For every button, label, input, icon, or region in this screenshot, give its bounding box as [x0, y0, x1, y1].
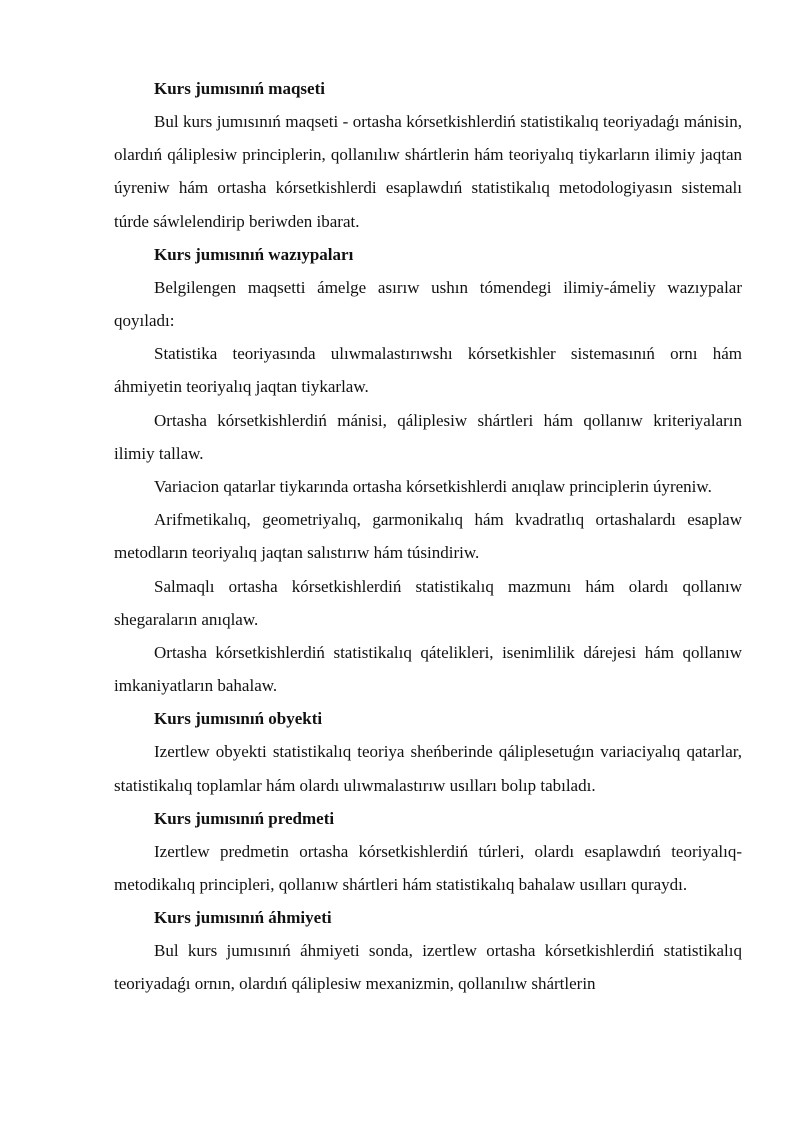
task-item: Ortasha kórsetkishlerdiń statistikalıq qátelikleri, isenimlilik dárejesi hám qollanıw imkaniyatların bahalaw.: [114, 643, 742, 696]
goal-paragraph: Bul kurs jumısınıń maqseti - ortasha kórsetkishlerdiń statistikalıq teoriyadaǵı mánisin, olardıń qáliplesiw principlerin, qollanılıw shártlerin hám teoriyalıq tiykarların ilimiy jaqtan úyreniw hám ortasha kórsetkishlerdi esaplawdıń statistikalıq metodologiyasın sistemalı túrde sáwlelendirip beriwden ibarat.: [114, 112, 742, 231]
section-heading-tasks: Kurs jumısınıń wazıypaları: [154, 244, 354, 264]
subject-paragraph: Izertlew predmetin ortasha kórsetkishlerdiń túrleri, olardı esaplawdıń teoriyalıq-metodikalıq principleri, qollanıw shártleri hám statistikalıq bahalaw usılları quraydı.: [114, 841, 742, 895]
task-item: Variacion qatarlar tiykarında ortasha kórsetkishlerdi anıqlaw principlerin úyreniw.: [154, 477, 712, 497]
task-item: Salmaqlı ortasha kórsetkishlerdiń statistikalıq mazmunı hám olardı qollanıw shegaraların anıqlaw.: [114, 576, 742, 629]
section-heading-subject: Kurs jumısınıń predmeti: [154, 808, 335, 828]
task-item: Statistika teoriyasında ulıwmalastırıwshı kórsetkishler sistemasınıń ornı hám áhmiyetin teoriyalıq jaqtan tiykarlaw.: [114, 344, 742, 397]
significance-paragraph: Bul kurs jumısınıń áhmiyeti sonda, izertlew ortasha kórsetkishlerdiń statistikalıq teoriyadaǵı ornın, olardıń qáliplesiw mexanizmin, qollanılıw shártlerin: [114, 941, 742, 994]
tasks-intro-paragraph: Belgilengen maqsetti ámelge asırıw ushın tómendegi ilimiy-ámeliy wazıypalar qoyıladı:: [114, 277, 742, 331]
task-item: Arifmetikalıq, geometriyalıq, garmonikalıq hám kvadratlıq ortashalardı esaplaw metodların teoriyalıq jaqtan salıstırıw hám túsindiriw.: [114, 510, 742, 563]
object-paragraph: Izertlew obyekti statistikalıq teoriya sheńberinde qáliplesetuǵın variaciyalıq qatarlar, statistikalıq toplamlar hám olardı ulıwmalastırıw usılları bolıp tabıladı.: [114, 742, 742, 795]
section-heading-object: Kurs jumısınıń obyekti: [154, 709, 323, 729]
section-heading-goal: Kurs jumısınıń maqseti: [154, 79, 325, 98]
section-heading-significance: Kurs jumısınıń áhmiyeti: [154, 908, 332, 928]
task-item: Ortasha kórsetkishlerdiń mánisi, qáliplesiw shártleri hám qollanıw kriteriyaların ilimiy tallaw.: [114, 410, 742, 463]
document-page: [114, 72, 742, 1001]
